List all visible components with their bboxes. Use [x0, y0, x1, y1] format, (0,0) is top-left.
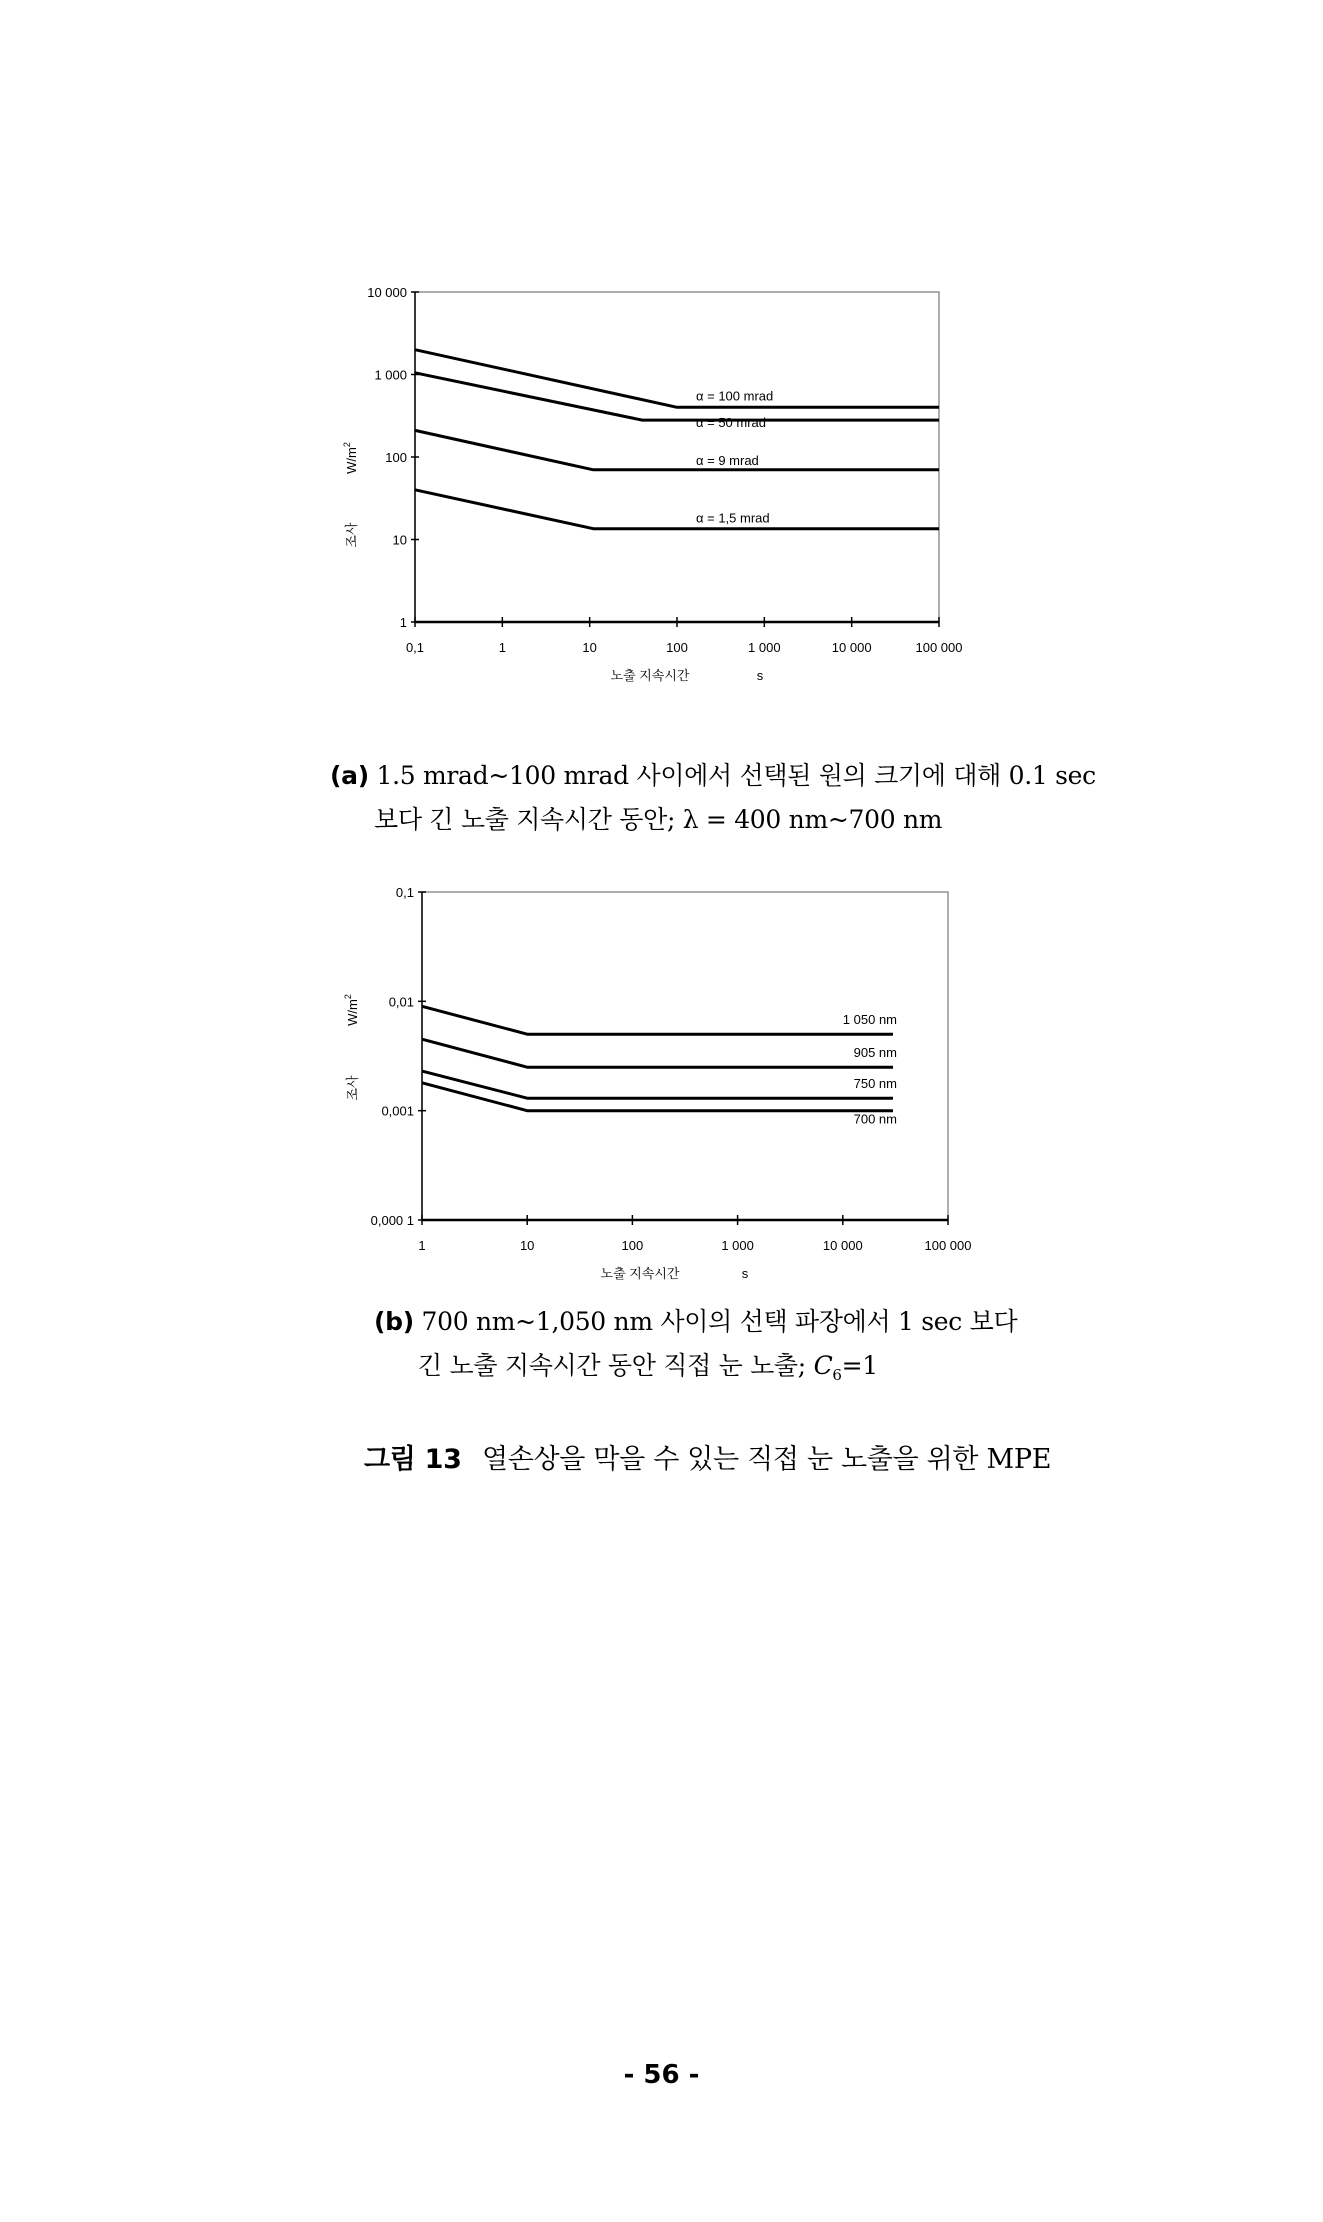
y-tick-label: 0,1: [395, 885, 414, 900]
y-unit-superscript: 2: [342, 442, 352, 448]
y-axis-label-group: [345, 1075, 360, 1101]
x-tick-label: 100: [621, 1238, 644, 1253]
y-unit-superscript: 2: [343, 994, 353, 1000]
x-axis-label: 노출 지속시간: [610, 668, 690, 683]
series-line: [415, 430, 939, 469]
y-unit-base: W/m: [344, 447, 359, 474]
y-axis-label-group: [344, 522, 359, 548]
series-line: [422, 1039, 893, 1067]
series-line: [422, 1006, 893, 1034]
series-label: 905 nm: [853, 1045, 897, 1061]
figure-title: [364, 1440, 1051, 1480]
page-number: - 56 -: [623, 2060, 700, 2090]
series-label: 750 nm: [853, 1076, 897, 1092]
caption-b-text2: 긴 노출 지속시간 동안 직접 눈 노출;: [418, 1351, 806, 1380]
series-line: [415, 350, 939, 408]
x-tick-label: 100 000: [924, 1238, 972, 1253]
y-axis-label: 조사: [345, 1075, 360, 1101]
figure-title-text: 열손상을 막을 수 있는 직접 눈 노출을 위한 MPE: [481, 1444, 1052, 1475]
x-tick-label: 10: [582, 640, 597, 655]
x-axis-unit: s: [756, 668, 764, 683]
caption-a-line1: [330, 756, 1096, 796]
x-tick-label: 0,1: [405, 640, 425, 655]
chart-b: [0, 870, 1323, 1290]
figure-label: 그림 13: [364, 1444, 462, 1475]
y-axis-unit-group: [343, 994, 360, 1026]
series-line: [415, 373, 939, 420]
series-label: α = 9 mrad: [696, 452, 759, 468]
x-tick-label: 100 000: [915, 640, 963, 655]
y-tick-label: 0,01: [388, 994, 414, 1010]
y-tick-label: 10: [392, 532, 407, 548]
series-label: 1 050 nm: [842, 1012, 897, 1028]
x-tick-label: 100: [666, 640, 688, 655]
y-tick-label: 0,000 1: [370, 1213, 414, 1228]
caption-b-suffix: =1: [841, 1351, 878, 1380]
series-line: [422, 1071, 893, 1098]
x-tick-label: 10: [519, 1238, 535, 1253]
caption-a-label: (a): [330, 761, 369, 790]
series-label: α = 50 mrad: [696, 415, 767, 431]
y-axis-unit: [343, 994, 360, 1026]
x-tick-label: 10 000: [822, 1238, 863, 1253]
caption-b-text1: 700 nm~1,050 nm 사이의 선택 파장에서 1 sec 보다: [421, 1307, 1018, 1336]
caption-b-label: (b): [374, 1307, 414, 1336]
x-tick-label: 1 000: [748, 640, 781, 655]
series-label: α = 1,5 mrad: [696, 510, 770, 526]
y-tick-label: 1 000: [374, 367, 407, 383]
series-label: α = 100 mrad: [696, 388, 774, 404]
x-tick-label: 1: [418, 1238, 426, 1253]
caption-b-line1: [374, 1302, 1017, 1342]
x-axis-label: 노출 지속시간: [600, 1266, 680, 1281]
y-tick-label: 10 000: [367, 285, 407, 300]
x-tick-label: 1: [498, 640, 506, 655]
caption-a-line2: 보다 긴 노출 지속시간 동안; λ = 400 nm~700 nm: [374, 805, 943, 834]
y-tick-label: 0,001: [381, 1103, 414, 1119]
y-tick-label: 1: [399, 615, 407, 630]
y-tick-label: 100: [385, 450, 407, 465]
caption-a-text1: 1.5 mrad~100 mrad 사이에서 선택된 원의 크기에 대해 0.1 sec: [376, 761, 1096, 790]
caption-b-subscript: 6: [832, 1366, 842, 1384]
series-line: [415, 490, 939, 529]
x-axis-unit: s: [741, 1266, 749, 1281]
y-axis-unit: [342, 442, 359, 474]
x-tick-label: 10 000: [831, 640, 872, 655]
chart-a: [0, 270, 1323, 720]
caption-b-symbol: C: [813, 1351, 833, 1380]
y-unit-base: W/m: [345, 999, 360, 1026]
caption-b-line2: [418, 1346, 878, 1395]
y-axis-label: 조사: [344, 522, 359, 548]
plot-area: [415, 292, 939, 622]
y-axis-unit-group: [342, 442, 359, 474]
series-label: 700 nm: [853, 1111, 897, 1127]
x-tick-label: 1 000: [721, 1238, 754, 1253]
